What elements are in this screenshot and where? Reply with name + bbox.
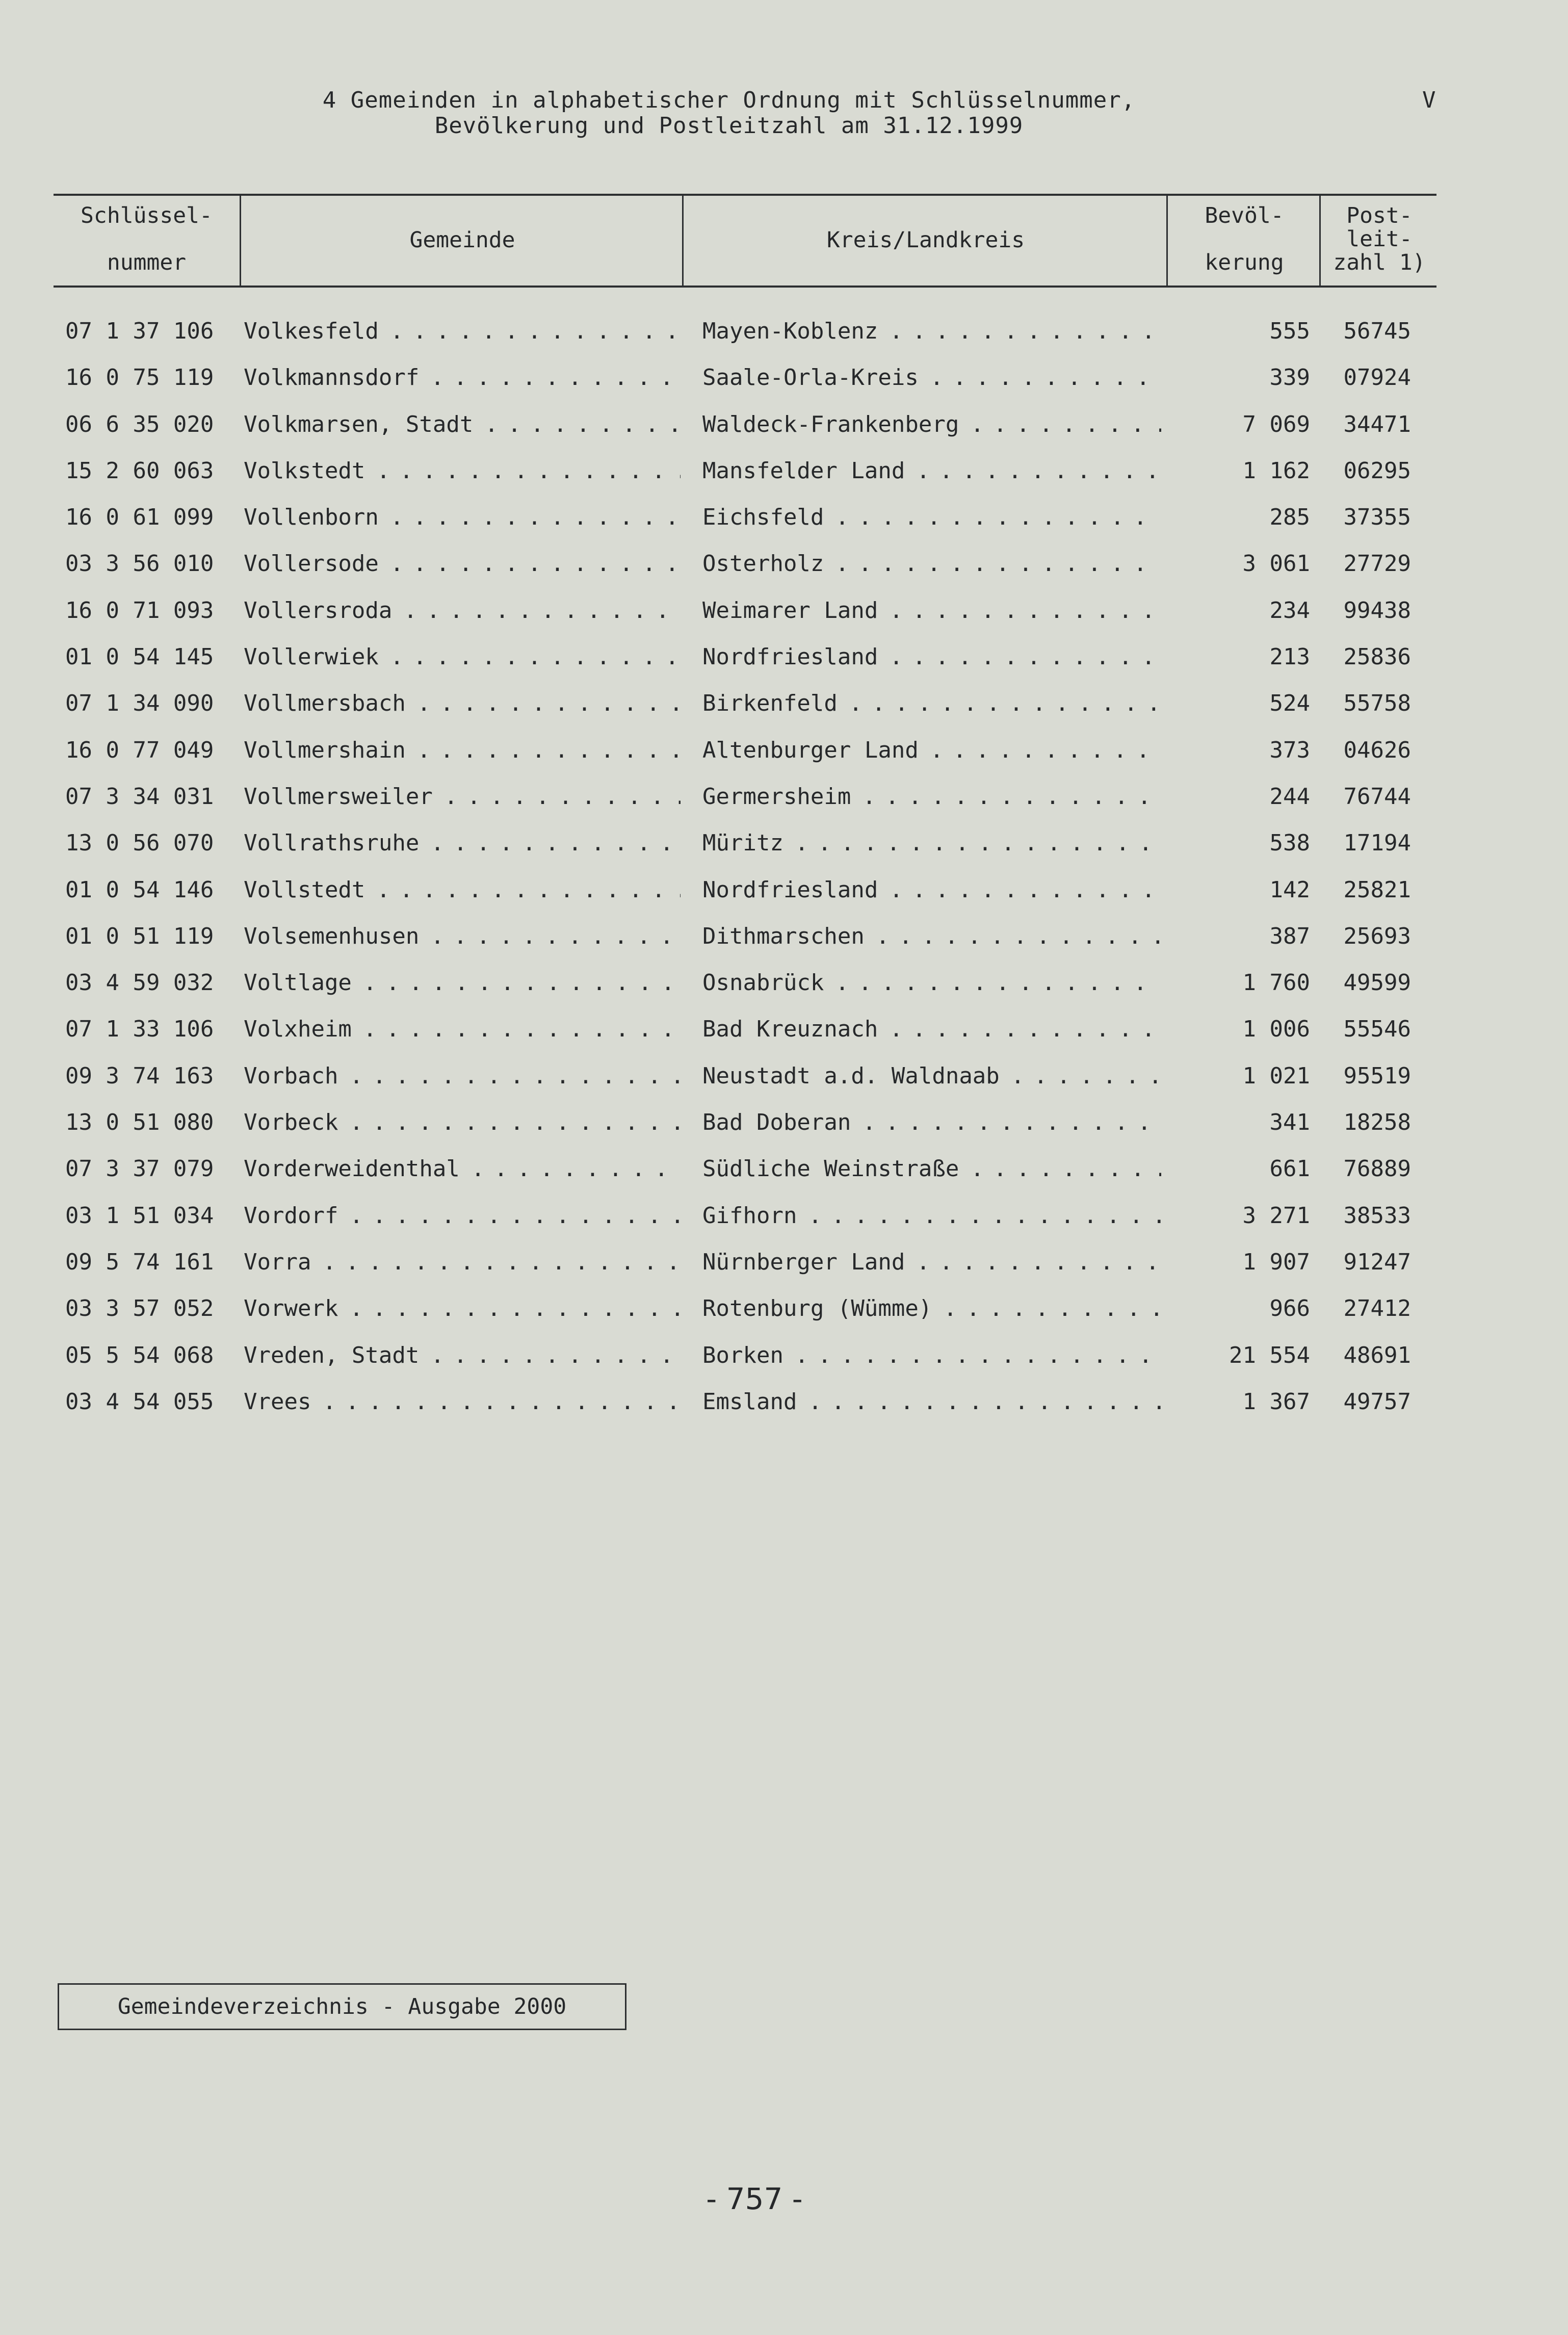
- row-key: 03 3 57 052: [65, 1295, 214, 1322]
- row-kreis: Gifhorn . . .: [702, 1192, 1161, 1239]
- row-kreis: Dithmarschen . . .: [702, 913, 1161, 959]
- row-key: 07 3 34 031: [65, 783, 214, 810]
- row-kreis: Borken . . .: [702, 1332, 1161, 1379]
- table-row: [0, 867, 1568, 913]
- header-key-line-2: nummer: [107, 250, 187, 275]
- row-population: 213: [1269, 644, 1310, 670]
- table-row: [0, 680, 1568, 727]
- row-gemeinde: Vrees . . .: [244, 1379, 681, 1425]
- header-plz-column: [1319, 196, 1438, 286]
- table-row: [0, 1332, 1568, 1379]
- row-kreis: Bad Doberan . . .: [702, 1099, 1161, 1146]
- table-row: [0, 959, 1568, 1006]
- header-bev-line-2: kerung: [1205, 250, 1284, 275]
- row-key: 03 4 59 032: [65, 970, 214, 996]
- page-number: - 757 -: [706, 2182, 803, 2216]
- row-gemeinde: Volkstedt . . .: [244, 448, 681, 494]
- table-row: [0, 354, 1568, 401]
- row-kreis: Nordfriesland . . .: [702, 867, 1161, 913]
- row-gemeinde: Vollersroda . . .: [244, 587, 681, 634]
- table-row: [0, 1285, 1568, 1332]
- row-population: 339: [1269, 365, 1310, 391]
- row-key: 07 1 37 106: [65, 318, 214, 344]
- table-row: [0, 494, 1568, 540]
- row-key: 07 1 34 090: [65, 690, 214, 717]
- header-plz-line-2: leit-: [1346, 226, 1413, 252]
- table-body: [0, 308, 1568, 1425]
- row-key: 09 5 74 161: [65, 1249, 214, 1275]
- table-row: [0, 587, 1568, 634]
- row-postal-code: 99438: [1343, 597, 1411, 624]
- header-plz-line-1: Post-: [1346, 203, 1413, 228]
- row-postal-code: 07924: [1343, 365, 1411, 391]
- row-population: 1 021: [1242, 1062, 1310, 1089]
- row-gemeinde: Vollrathsruhe . . .: [244, 820, 681, 866]
- table-row: [0, 1146, 1568, 1192]
- row-key: 01 0 54 146: [65, 876, 214, 903]
- row-kreis: Saale-Orla-Kreis . . .: [702, 354, 1161, 401]
- row-kreis: Rotenburg (Wümme) . . .: [702, 1285, 1161, 1332]
- row-kreis: Bad Kreuznach . . .: [702, 1006, 1161, 1052]
- row-kreis: Nordfriesland . . .: [702, 634, 1161, 680]
- row-key: 03 4 54 055: [65, 1388, 214, 1415]
- row-kreis: Osnabrück . . .: [702, 959, 1161, 1006]
- row-population: 1 006: [1242, 1016, 1310, 1043]
- row-postal-code: 27412: [1343, 1295, 1411, 1322]
- row-key: 01 0 51 119: [65, 923, 214, 949]
- header-bev-line-1: Bevöl-: [1205, 203, 1284, 228]
- row-kreis: Germersheim . . .: [702, 773, 1161, 820]
- row-gemeinde: Vorwerk . . .: [244, 1285, 681, 1332]
- row-postal-code: 25693: [1343, 923, 1411, 949]
- row-population: 1 760: [1242, 970, 1310, 996]
- row-gemeinde: Vorbeck . . .: [244, 1099, 681, 1146]
- table-header: [54, 194, 1436, 288]
- row-population: 661: [1269, 1156, 1310, 1182]
- table-row: [0, 820, 1568, 866]
- row-gemeinde: Volxheim . . .: [244, 1006, 681, 1052]
- header-gemeinde-column: [240, 196, 684, 286]
- row-population: 244: [1269, 783, 1310, 810]
- row-key: 05 5 54 068: [65, 1342, 214, 1368]
- row-postal-code: 38533: [1343, 1202, 1411, 1229]
- row-postal-code: 95519: [1343, 1062, 1411, 1089]
- row-postal-code: 55758: [1343, 690, 1411, 717]
- row-kreis: Mansfelder Land . . .: [702, 448, 1161, 494]
- row-gemeinde: Volkesfeld . . .: [244, 308, 681, 354]
- row-population: 341: [1269, 1109, 1310, 1136]
- header-key-column: [54, 196, 240, 286]
- row-key: 16 0 75 119: [65, 365, 214, 391]
- edition-box: Gemeindeverzeichnis - Ausgabe 2000: [58, 1983, 626, 2030]
- row-postal-code: 17194: [1343, 830, 1411, 857]
- row-key: 15 2 60 063: [65, 457, 214, 484]
- row-postal-code: 25821: [1343, 876, 1411, 903]
- row-key: 03 3 56 010: [65, 551, 214, 577]
- table-row: [0, 634, 1568, 680]
- table-row: [0, 1006, 1568, 1052]
- row-postal-code: 55546: [1343, 1016, 1411, 1043]
- header-plz-line-3: zahl 1): [1333, 250, 1426, 275]
- row-key: 16 0 61 099: [65, 504, 214, 531]
- row-postal-code: 76889: [1343, 1156, 1411, 1182]
- row-population: 21 554: [1229, 1342, 1310, 1368]
- row-gemeinde: Vorra . . .: [244, 1239, 681, 1285]
- row-population: 555: [1269, 318, 1310, 344]
- row-kreis: Weimarer Land . . .: [702, 587, 1161, 634]
- header-bev-column: [1166, 196, 1321, 286]
- row-key: 16 0 71 093: [65, 597, 214, 624]
- row-population: 3 271: [1242, 1202, 1310, 1229]
- table-row: [0, 1379, 1568, 1425]
- table-row: [0, 727, 1568, 773]
- row-population: 3 061: [1242, 551, 1310, 577]
- row-gemeinde: Voltlage . . .: [244, 959, 681, 1006]
- row-kreis: Mayen-Koblenz . . .: [702, 308, 1161, 354]
- row-postal-code: 25836: [1343, 644, 1411, 670]
- row-kreis: Eichsfeld . . .: [702, 494, 1161, 540]
- row-kreis: Waldeck-Frankenberg . . .: [702, 401, 1161, 448]
- page-title: [285, 88, 1172, 139]
- row-kreis: Müritz . . .: [702, 820, 1161, 866]
- row-key: 13 0 56 070: [65, 830, 214, 857]
- row-kreis: Neustadt a.d. Waldnaab . . .: [702, 1053, 1161, 1099]
- row-kreis: Altenburger Land . . .: [702, 727, 1161, 773]
- table-row: [0, 913, 1568, 959]
- row-key: 07 1 33 106: [65, 1016, 214, 1043]
- row-kreis: Südliche Weinstraße . . .: [702, 1146, 1161, 1192]
- table-row: [0, 1099, 1568, 1146]
- table-row: [0, 448, 1568, 494]
- row-postal-code: 48691: [1343, 1342, 1411, 1368]
- row-population: 524: [1269, 690, 1310, 717]
- row-kreis: Osterholz . . .: [702, 540, 1161, 587]
- row-gemeinde: Vreden, Stadt . . .: [244, 1332, 681, 1379]
- row-population: 538: [1269, 830, 1310, 857]
- row-postal-code: 49757: [1343, 1388, 1411, 1415]
- row-gemeinde: Vollerwiek . . .: [244, 634, 681, 680]
- row-postal-code: 76744: [1343, 783, 1411, 810]
- row-gemeinde: Vollmersweiler . . .: [244, 773, 681, 820]
- table-row: [0, 540, 1568, 587]
- row-population: 387: [1269, 923, 1310, 949]
- row-postal-code: 27729: [1343, 551, 1411, 577]
- table-row: [0, 1192, 1568, 1239]
- title-line-2: Bevölkerung und Postleitzahl am 31.12.1999: [434, 113, 1024, 139]
- header-kreis: Kreis/Landkreis: [826, 227, 1025, 253]
- title-line-1: 4 Gemeinden in alphabetischer Ordnung mit Schlüsselnummer,: [322, 87, 1136, 113]
- row-postal-code: 37355: [1343, 504, 1411, 531]
- row-key: 09 3 74 163: [65, 1062, 214, 1089]
- row-gemeinde: Vorbach . . .: [244, 1053, 681, 1099]
- row-postal-code: 91247: [1343, 1249, 1411, 1275]
- row-population: 285: [1269, 504, 1310, 531]
- row-postal-code: 56745: [1343, 318, 1411, 344]
- table-row: [0, 308, 1568, 354]
- table-row: [0, 1239, 1568, 1285]
- row-population: 234: [1269, 597, 1310, 624]
- row-gemeinde: Vollstedt . . .: [244, 867, 681, 913]
- row-gemeinde: Vordorf . . .: [244, 1192, 681, 1239]
- row-key: 13 0 51 080: [65, 1109, 214, 1136]
- row-population: 1 162: [1242, 457, 1310, 484]
- row-population: 1 367: [1242, 1388, 1310, 1415]
- row-key: 07 3 37 079: [65, 1156, 214, 1182]
- row-kreis: Nürnberger Land . . .: [702, 1239, 1161, 1285]
- row-population: 373: [1269, 737, 1310, 763]
- row-population: 1 907: [1242, 1249, 1310, 1275]
- header-gemeinde: Gemeinde: [409, 227, 515, 253]
- header-key-line-1: Schlüssel-: [81, 203, 213, 228]
- table-row: [0, 1053, 1568, 1099]
- row-population: 966: [1269, 1295, 1310, 1322]
- row-postal-code: 18258: [1343, 1109, 1411, 1136]
- row-postal-code: 49599: [1343, 970, 1411, 996]
- row-gemeinde: Vollersode . . .: [244, 540, 681, 587]
- row-population: 142: [1269, 876, 1310, 903]
- table-row: [0, 773, 1568, 820]
- row-key: 16 0 77 049: [65, 737, 214, 763]
- row-gemeinde: Volsemenhusen . . .: [244, 913, 681, 959]
- row-kreis: Emsland . . .: [702, 1379, 1161, 1425]
- row-gemeinde: Vollmershain . . .: [244, 727, 681, 773]
- row-kreis: Birkenfeld . . .: [702, 680, 1161, 727]
- row-key: 06 6 35 020: [65, 411, 214, 437]
- row-gemeinde: Volkmarsen, Stadt . . .: [244, 401, 681, 448]
- row-postal-code: 34471: [1343, 411, 1411, 437]
- row-key: 01 0 54 145: [65, 644, 214, 670]
- header-kreis-column: [682, 196, 1168, 286]
- table-row: [0, 401, 1568, 448]
- row-postal-code: 04626: [1343, 737, 1411, 763]
- row-gemeinde: Vollenborn . . .: [244, 494, 681, 540]
- row-key: 03 1 51 034: [65, 1202, 214, 1229]
- row-population: 7 069: [1242, 411, 1310, 437]
- row-gemeinde: Volkmannsdorf . . .: [244, 354, 681, 401]
- page-letter: V: [1422, 87, 1436, 113]
- row-gemeinde: Vollmersbach . . .: [244, 680, 681, 727]
- row-gemeinde: Vorderweidenthal . . .: [244, 1146, 681, 1192]
- row-postal-code: 06295: [1343, 457, 1411, 484]
